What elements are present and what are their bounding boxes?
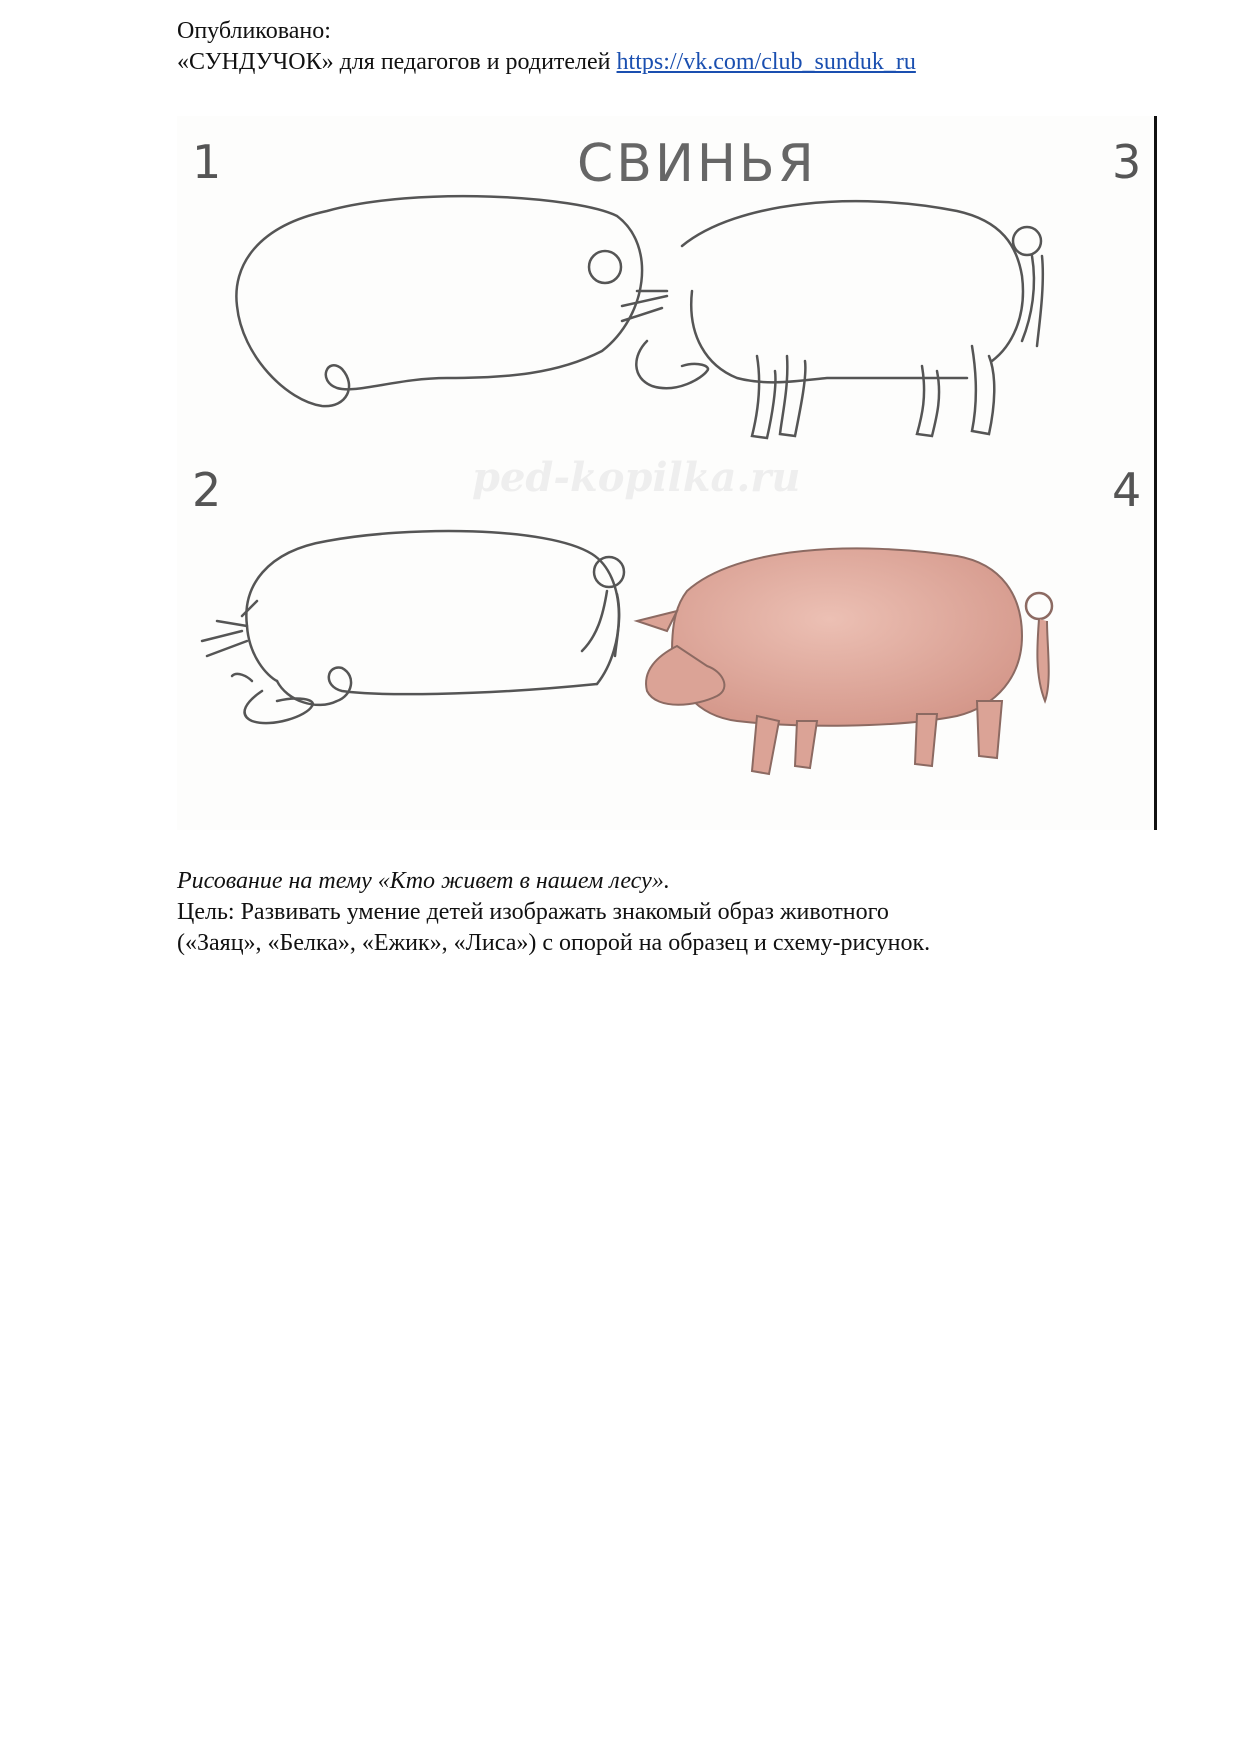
pig-step-4 [637,548,1052,774]
caption-goal-line-2: («Заяц», «Белка», «Ежик», «Лиса») с опорой на образец и схему-рисунок. [177,930,931,956]
step-number-1: 1 [192,135,222,189]
watermark: ped-kopilka.ru [472,454,801,501]
pig-drawing-svg [177,116,1154,830]
figure-title: СВИНЬЯ [577,134,817,194]
pig-step-3 [622,201,1043,438]
caption-block [177,866,930,959]
caption-topic: Рисование на тему «Кто живет в нашем лесу». [177,868,670,894]
source-text: «СУНДУЧОК» для педагогов и родителей [177,49,611,75]
step-number-4: 4 [1112,463,1142,517]
source-line [177,47,916,78]
pig-step-1 [236,196,642,406]
pig-drawing-figure [177,116,1157,830]
step-number-3: 3 [1112,135,1142,189]
published-label: Опубликовано: [177,18,331,44]
step-number-2: 2 [192,463,222,517]
pig-step-2 [202,531,624,723]
publication-header [177,16,916,78]
source-link[interactable]: https://vk.com/club_sunduk_ru [616,49,916,75]
caption-goal-line-1: Цель: Развивать умение детей изображать знакомый образ животного [177,899,889,925]
